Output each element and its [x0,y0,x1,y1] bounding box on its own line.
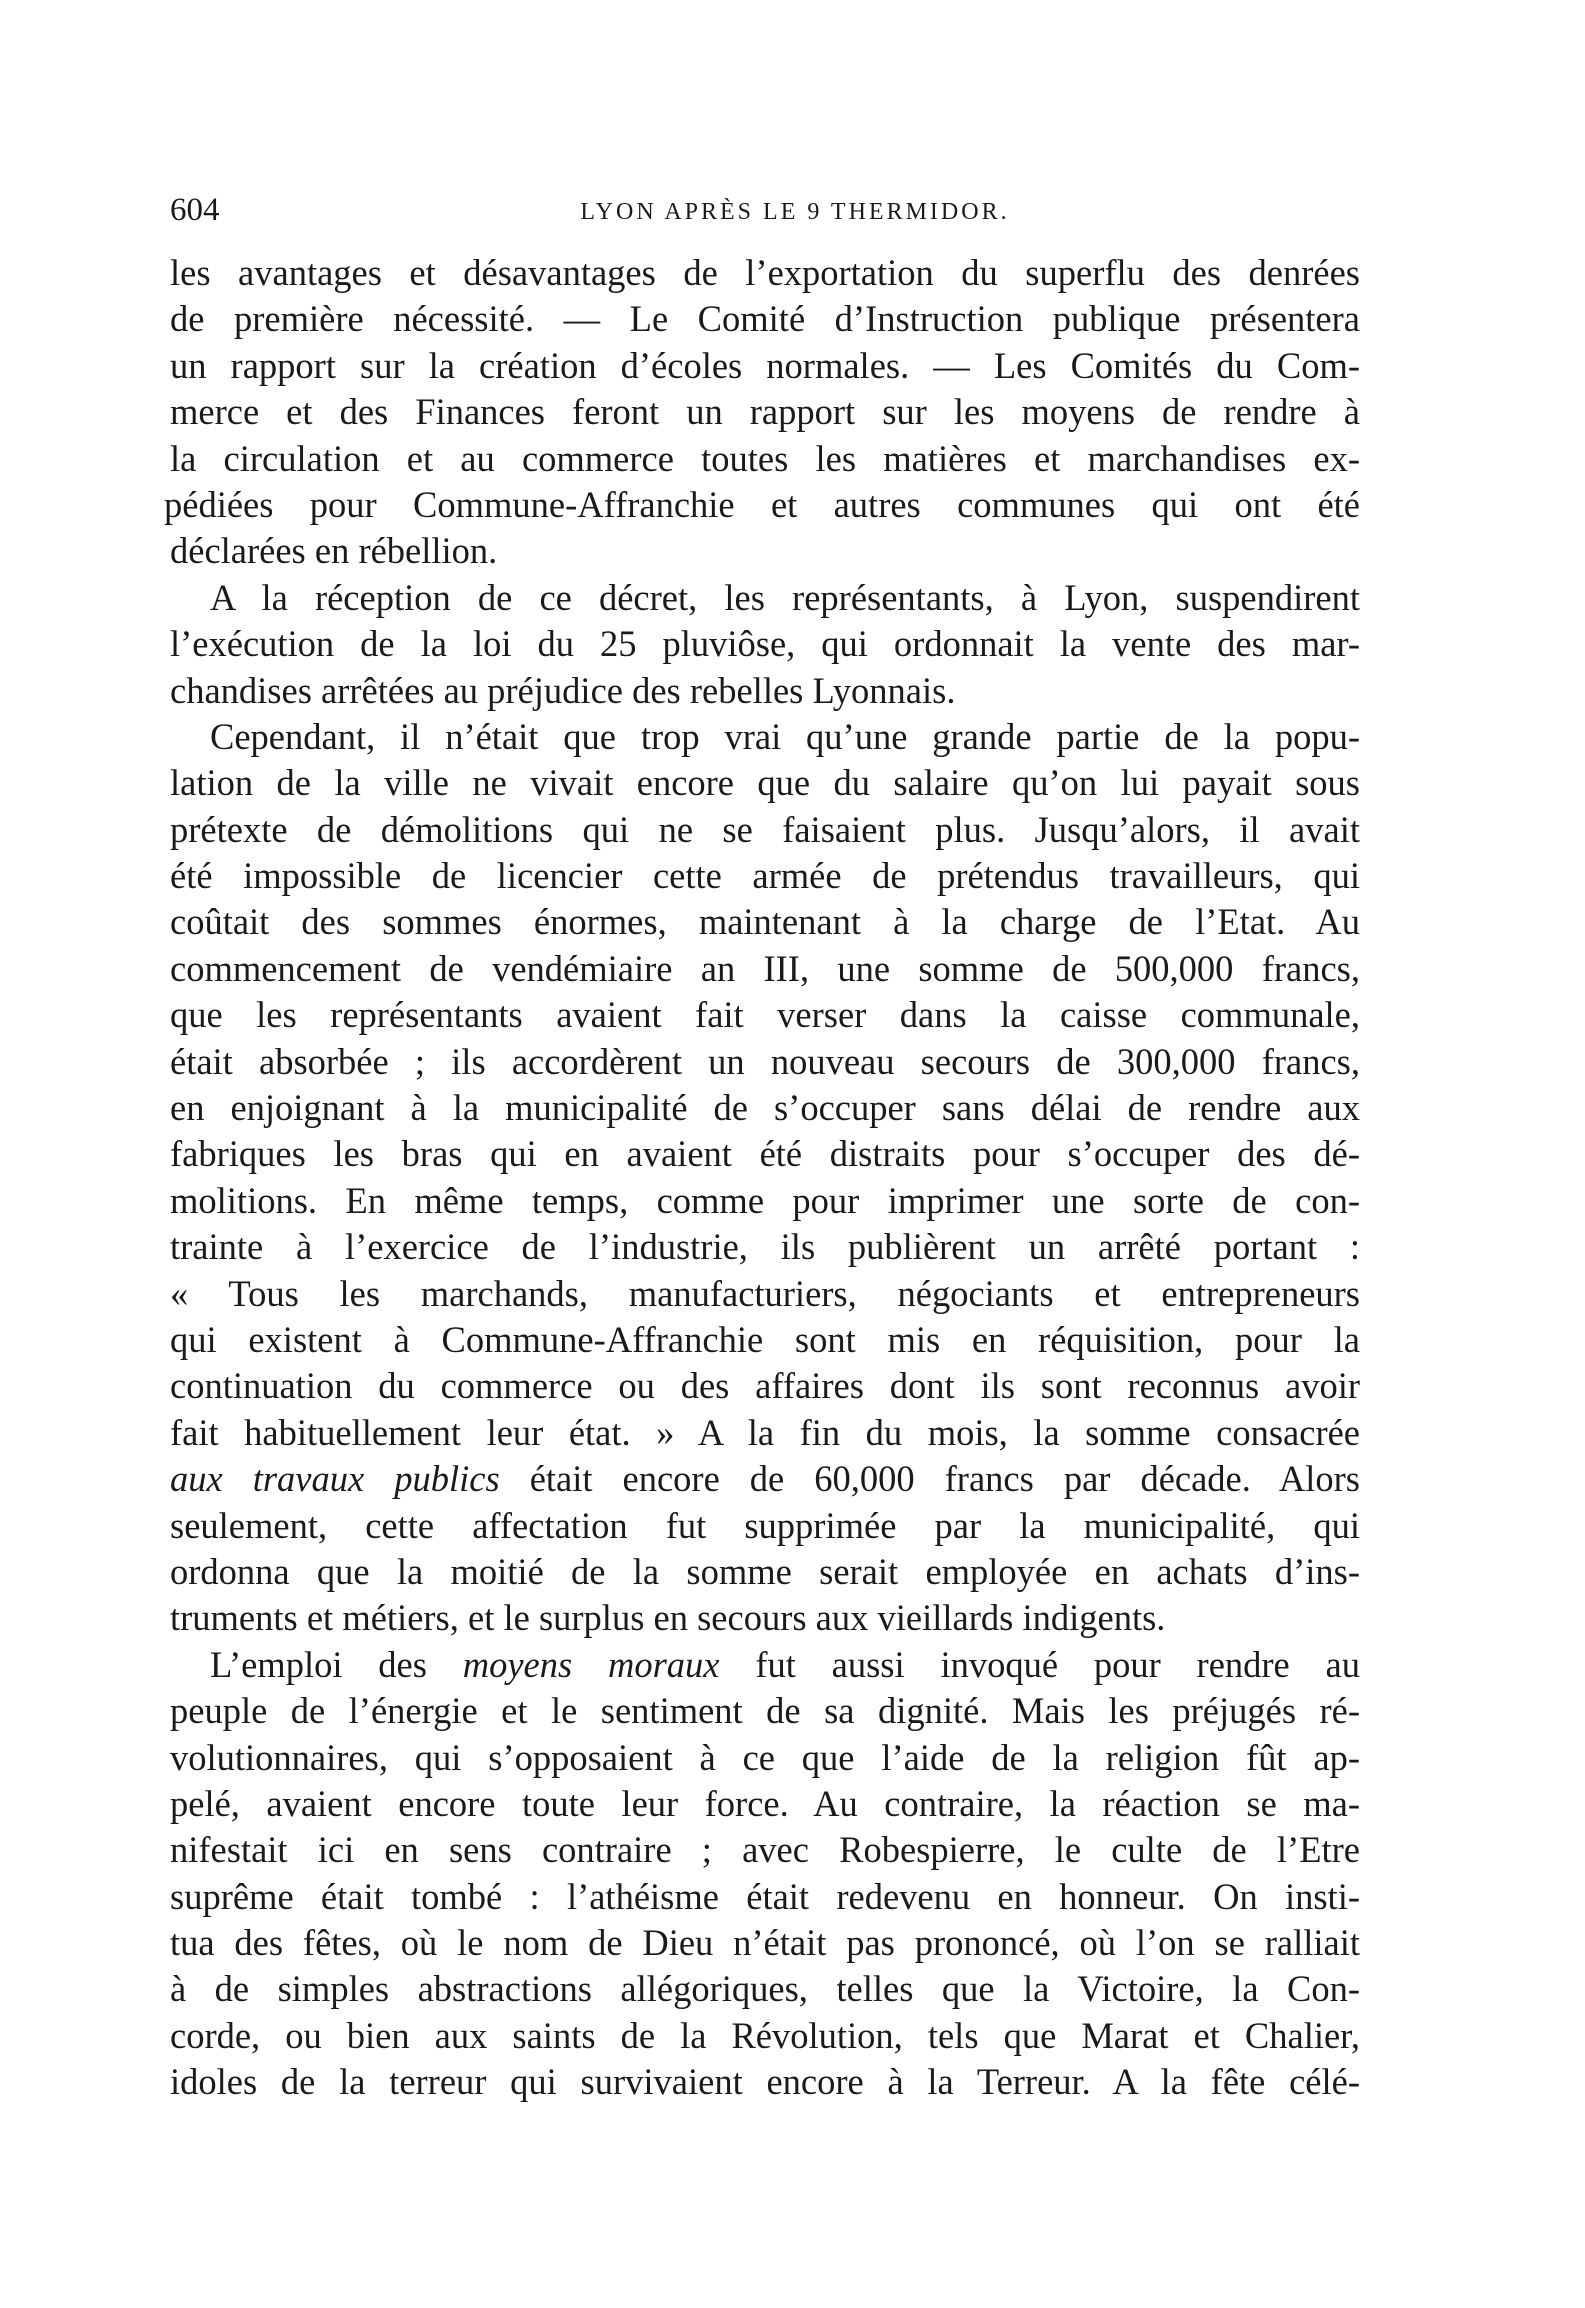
text-line: continuation du commerce ou des affaires dont ils sont reconnus avoir [170,1365,1360,1407]
text-line: idoles de la terreur qui survivaient encore à la Terreur. A la fête célé- [170,2061,1360,2103]
text-line: l’exécution de la loi du 25 pluviôse, qui ordonnait la vente des mar- [170,623,1360,665]
text-line: merce et des Finances feront un rapport sur les moyens de rendre à [170,391,1360,433]
italic-phrase: aux travaux publics [170,1458,500,1500]
text-line: prétexte de démolitions qui ne se faisaient plus. Jusqu’alors, il avait [170,808,1360,850]
page-header [170,190,1360,240]
text-line: un rapport sur la création d’écoles normales. — Les Comités du Com- [170,344,1360,386]
text-line: trainte à l’exercice de l’industrie, ils publièrent un arrêté portant : [170,1226,1360,1268]
text-segment: L’emploi des [210,1643,463,1685]
text-line: corde, ou bien aux saints de la Révolution, tels que Marat et Chalier, [170,2014,1360,2056]
text-line: les avantages et désavantages de l’exportation du superflu des denrées [170,252,1360,293]
text-line: truments et métiers, et le surplus en secours aux vieillards indigents. [170,1597,1166,1639]
text-line: fait habituellement leur état. » A la fin du mois, la somme consacrée [170,1411,1360,1453]
text-line: était absorbée ; ils accordèrent un nouveau secours de 300,000 francs, [170,1040,1360,1082]
text-segment: fut aussi invoqué pour rendre au [719,1643,1360,1685]
text-line-with-italic [170,1456,1360,1502]
text-line: déclarées en rébellion. [170,530,498,572]
text-line: tua des fêtes, où le nom de Dieu n’était pas prononcé, où l’on se ralliait [170,1922,1360,1964]
text-line: lation de la ville ne vivait encore que du salaire qu’on lui payait sous [170,762,1360,804]
paragraph-start-line: A la réception de ce décret, les représentants, à Lyon, suspendirent [210,576,1360,618]
text-line: peuple de l’énergie et le sentiment de sa dignité. Mais les préjugés ré- [170,1690,1360,1732]
text-line: commencement de vendémiaire an III, une somme de 500,000 francs, [170,947,1360,989]
italic-phrase: moyens moraux [462,1643,720,1685]
text-line: « Tous les marchands, manufacturiers, négociants et entrepreneurs [170,1272,1360,1314]
text-line: seulement, cette affectation fut supprimée par la municipalité, qui [170,1504,1360,1546]
text-line: nifestait ici en sens contraire ; avec Robespierre, le culte de l’Etre [170,1829,1360,1871]
text-line: qui existent à Commune-Affranchie sont mis en réquisition, pour la [170,1318,1360,1360]
text-segment: était encore de 60,000 francs par décade. Alors [499,1458,1360,1500]
text-line: suprême était tombé : l’athéisme était redevenu en honneur. On insti- [170,1875,1360,1917]
text-line: fabriques les bras qui en avaient été distraits pour s’occuper des dé- [170,1133,1360,1175]
text-line: de première nécessité. — Le Comité d’Instruction publique présentera [170,298,1360,340]
paragraph-start-line: Cependant, il n’était que trop vrai qu’une grande partie de la popu- [210,715,1360,757]
text-line: à de simples abstractions allégoriques, telles que la Victoire, la Con- [170,1968,1360,2010]
running-title: LYON APRÈS LE 9 THERMIDOR. [580,199,1010,225]
text-line: chandises arrêtées au préjudice des rebelles Lyonnais. [170,669,956,711]
text-line: en enjoignant à la municipalité de s’occuper sans délai de rendre aux [170,1087,1360,1129]
text-line: coûtait des sommes énormes, maintenant à la charge de l’Etat. Au [170,901,1360,943]
text-line: pédiées pour Commune-Affranchie et autres communes qui ont été [164,483,1360,525]
text-line: volutionnaires, qui s’opposaient à ce que l’aide de la religion fût ap- [170,1736,1360,1778]
text-line: que les représentants avaient fait verser dans la caisse communale, [170,994,1360,1036]
text-line: la circulation et au commerce toutes les matières et marchandises ex- [170,437,1360,479]
text-line: molitions. En même temps, comme pour imprimer une sorte de con- [170,1179,1360,1221]
text-line: pelé, avaient encore toute leur force. Au contraire, la réaction se ma- [170,1782,1360,1824]
text-line: ordonna que la moitié de la somme serait employée en achats d’ins- [170,1550,1360,1592]
body-text [164,250,1360,2106]
paragraph-start-line [170,1642,1360,1688]
page-number: 604 [170,192,220,228]
text-line: été impossible de licencier cette armée de prétendus travailleurs, qui [170,855,1360,897]
